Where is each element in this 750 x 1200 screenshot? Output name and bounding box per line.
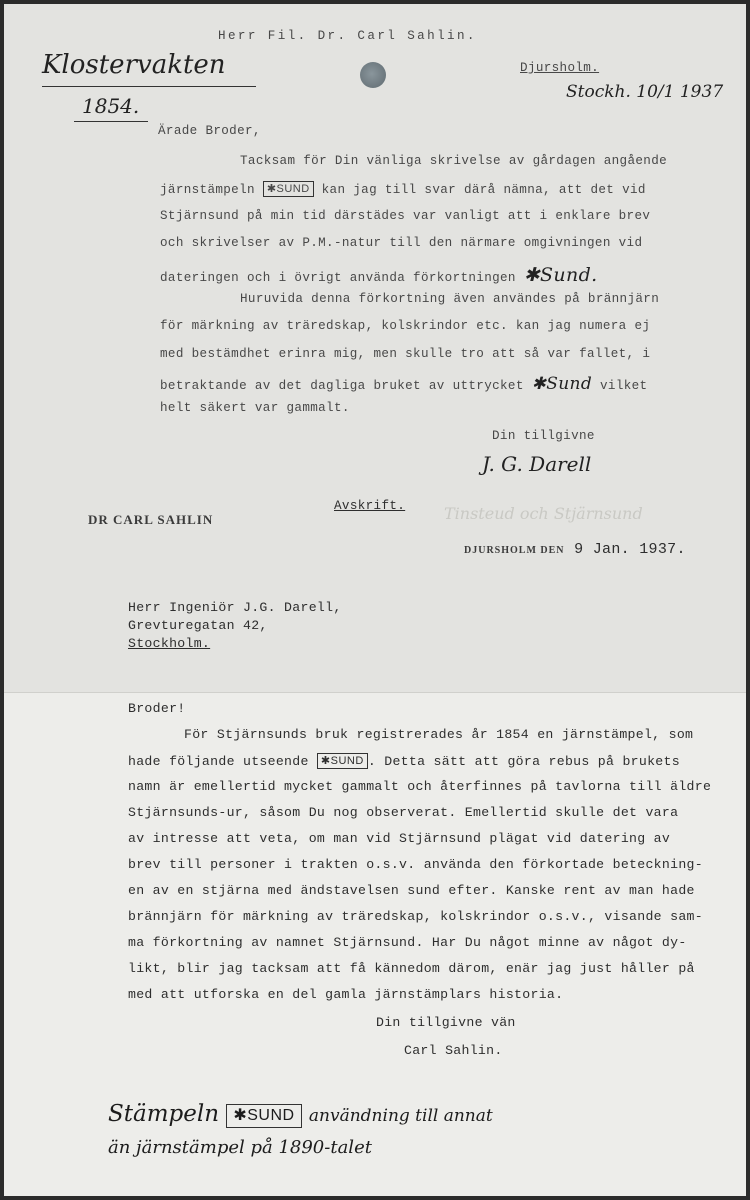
hand-abbrev: ✱Sund. [523,264,598,286]
body-line-1: Tacksam för Din vänliga skrivelse av gårdagen angående [240,154,668,168]
letter-header: Herr Fil. Dr. Carl Sahlin. [218,29,477,43]
archive-note-underline [42,86,256,87]
body-line-2-prefix: järnstämpeln [160,183,255,197]
body-line-6: Huruvida denna förkortning även användes på brännjärn [240,292,660,306]
letter2-line-10: likt, blir jag tacksam att få kännedom därom, enär jag just håller på [128,961,695,976]
body-line-2-suffix: kan jag till svar därå nämna, att det vid [321,183,646,197]
letter2-line-4: Stjärnsunds-ur, såsom Du nog observerat. Emellertid skulle det vara [128,805,679,820]
letter2-salutation: Broder! [128,701,186,716]
recipient-line-2: Grevturegatan 42, [128,618,268,633]
letter2-line-11: med att utforska en del gamla järnstämplars historia. [128,987,564,1002]
footer-note-line-1 [108,1101,493,1128]
salutation: Ärade Broder, [158,124,261,138]
body-line-9-text: betraktande av det dagliga bruket av uttrycket [160,379,524,393]
letter-place: Djursholm. [520,61,600,75]
date-line [464,540,686,558]
sund-stamp-3: ✱SUND [226,1104,301,1128]
body-line-2 [160,181,646,197]
body-line-5 [160,264,597,286]
body-line-3: Stjärnsund på min tid därstädes var vanligt att i enklare brev [160,209,651,223]
letter2-line-3: namn är emellertid mycket gammalt och återfinnes på tavlorna till äldre [128,779,712,794]
letter2-signature: Carl Sahlin. [404,1043,503,1058]
faint-note: Tinsteud och Stjärnsund [444,504,643,523]
body-line-10: helt säkert var gammalt. [160,401,350,415]
letter2-line-5: av intresse att veta, om man vid Stjärnsund plägat vid datering av [128,831,671,846]
footer-note-line-2: än järnstämpel på 1890-talet [108,1137,372,1158]
letter2-line-2 [128,753,680,769]
letter-date: Stockh. 10/1 1937 [566,82,724,102]
signature: J. G. Darell [482,452,592,476]
archive-year: 1854. [82,94,140,118]
letter2-line-1: För Stjärnsunds bruk registrerades år 1854 en järnstämpel, som [184,727,694,742]
letter2-line-2-text: hade följande utseende [128,754,309,769]
letter2-line-7: en av en stjärna med ändstavelsen sund efter. Kanske rent av man hade [128,883,695,898]
recipient-line-1: Herr Ingeniör J.G. Darell, [128,600,342,615]
letter2-line-2-suffix: . Detta sätt att göra rebus på brukets [367,754,680,769]
body-line-8: med bestämdhet erinra mig, men skulle tro att så var fallet, i [160,347,651,361]
body-line-9-suffix: vilket [600,379,648,393]
body-line-9 [160,374,647,394]
footer-note-word: Stämpeln [108,1101,220,1127]
letter2-line-9: ma förkortning av namnet Stjärnsund. Har Du något minne av något dy- [128,935,687,950]
punch-hole [360,62,386,88]
body-line-5-text: dateringen och i övrigt använda förkortningen [160,271,516,285]
hand-abbrev-2: ✱Sund [531,374,593,394]
letter2-line-6: brev till personer i trakten o.s.v. använda den förkortade beteckning- [128,857,703,872]
letter2-line-8: brännjärn för märkning av träredskap, kolskrindor o.s.v., visande sam- [128,909,703,924]
date-prefix: DJURSHOLM DEN [464,545,565,556]
document-sheet [4,4,746,1196]
footer-note-rest: användning till annat [308,1106,493,1126]
avskrift-label: Avskrift. [334,499,406,513]
recipient-line-3: Stockholm. [128,636,211,651]
letterhead: DR CARL SAHLIN [88,512,214,527]
letter2-date: 9 Jan. 1937. [574,541,686,558]
body-line-4: och skrivelser av P.M.-natur till den närmare omgivningen vid [160,236,643,250]
sund-stamp: ✱SUND [263,181,314,197]
letter-sahlin-copy [4,692,746,1196]
closing: Din tillgivne [492,429,595,443]
letter-darell [4,4,746,692]
archive-note: Klostervakten [42,50,226,80]
sund-stamp-2: ✱SUND [317,753,368,769]
archive-year-underline [74,121,148,122]
letter2-closing: Din tillgivne vän [376,1015,516,1030]
body-line-7: för märkning av träredskap, kolskrindor etc. kan jag numera ej [160,319,651,333]
